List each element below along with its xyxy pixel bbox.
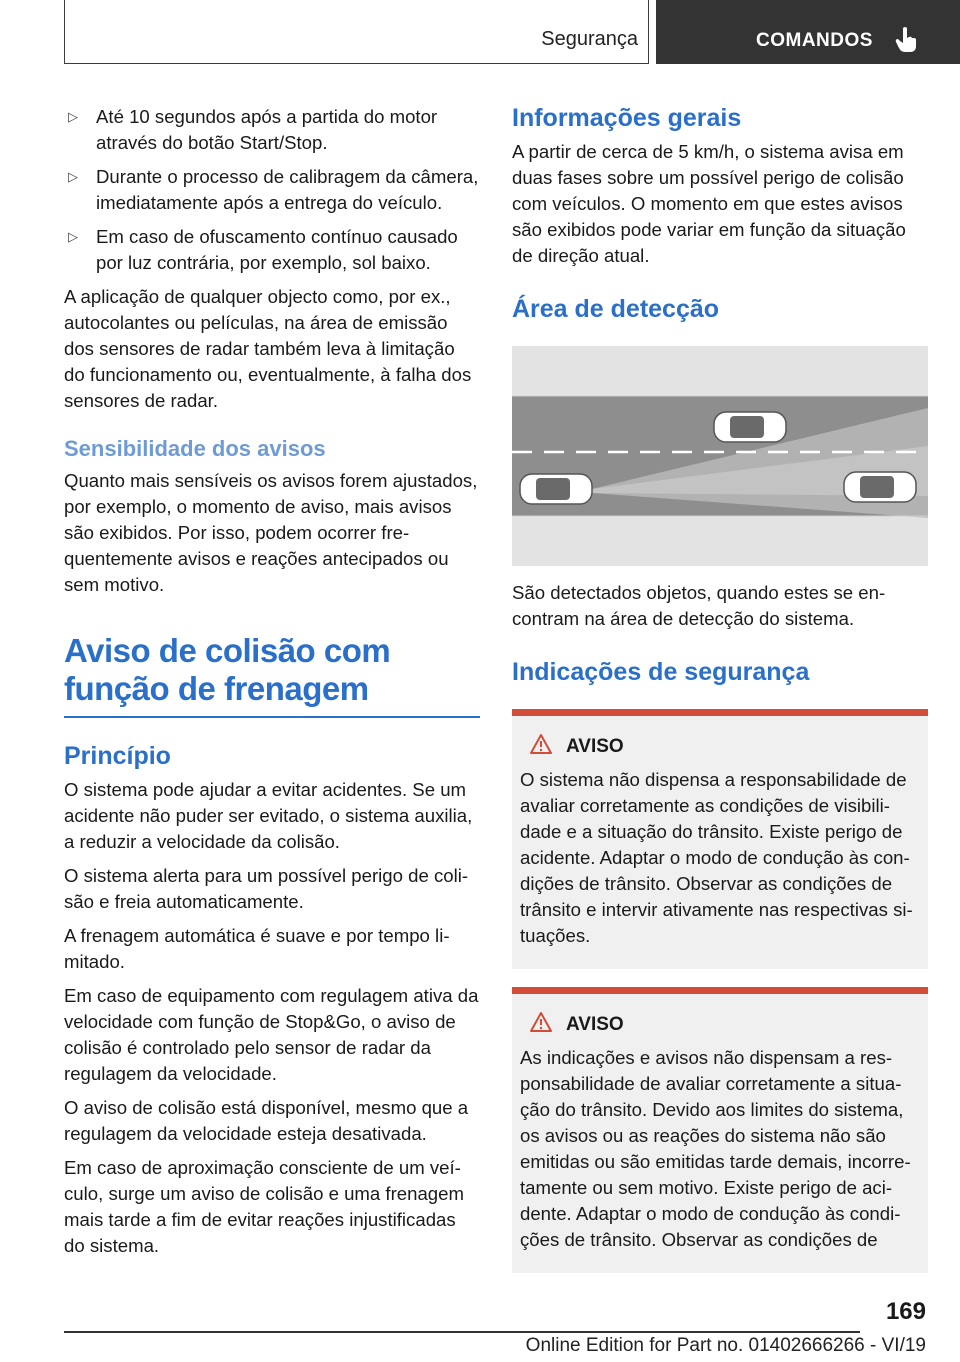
principle-paragraph: Em caso de aproximação consciente de um veículo, surge um aviso de colisão e uma frenagem mais tarde a fim de evitar reações injustificadas do sistema.	[64, 1156, 464, 1256]
car-target-upper	[714, 412, 786, 442]
car-target-lower	[844, 472, 916, 502]
warning-box	[512, 709, 928, 969]
left-column	[64, 104, 480, 1267]
principle-paragraph: A frenagem automática é suave e por tempo limitado.	[64, 924, 450, 972]
safety-heading: Indicações de segurança	[512, 658, 810, 686]
principle-paragraph: O sistema alerta para um possível perigo de colisão e freia automaticamente.	[64, 864, 469, 912]
condition-list	[64, 104, 480, 276]
warning-title: AVISO	[566, 1013, 624, 1035]
general-paragraph: A partir de cerca de 5 km/h, o sistema avisa em duas fases sobre um possível perigo de colisão com veículos. O momento em que estes avisos são exibidos pode variar em função da situação de direção atual.	[512, 141, 906, 266]
detection-caption: São detectados objetos, quando estes se encontram na área de detecção do sistema.	[512, 582, 886, 629]
car-front-left	[520, 474, 592, 504]
list-item: ▷ Durante o processo de calibragem da câmera, imediatamente após a entrega do veículo.	[68, 166, 479, 213]
page-number: 169	[885, 1298, 926, 1325]
sensitivity-paragraph: Quanto mais sensíveis os avisos forem ajustados, por exemplo, o momento de aviso, mais avisos são exibidos. Por isso, podem ocorrer frequentemente avisos e reações antecipados ou sem motivo.	[64, 470, 478, 595]
warning-triangle-icon	[530, 734, 552, 759]
footer-divider	[64, 1331, 860, 1333]
hand-pointer-icon	[894, 26, 920, 59]
warning-text: As indicações e avisos não dispensam a responsabilidade de avaliar corretamente a situação do trânsito. Devido aos limites do sistema, os avisos ou as reações do sistema não são emitidas ou são emitidas tarde demais, incorretamente ou sem motivo. Existe perigo de acidente. Adaptar o modo de condução às condições de trânsito. Observar as condições de	[520, 1047, 911, 1250]
principle-paragraph: O aviso de colisão está disponível, mesmo que a regulagem da velocidade esteja desativada.	[64, 1096, 469, 1144]
bullet-triangle-icon: ▷	[68, 229, 78, 244]
chapter-title: Aviso de colisão com função de frenagem	[64, 632, 391, 707]
bullet-triangle-icon: ▷	[68, 109, 78, 124]
chapter-divider	[64, 716, 480, 718]
principle-paragraph: Em caso de equipamento com regulagem ativa da velocidade com função de Stop&Go, o aviso de colisão é controlado pelo sensor de radar da regulagem da velocidade.	[64, 984, 479, 1084]
warning-text: O sistema não dispensa a responsabilidade de avaliar corretamente as condições de visibilidade e a situação do trânsito. Existe perigo de acidente. Adaptar o modo de condução às condições de trânsito. Observar as condições de trânsito e intervir ativamente nas respectivas situações.	[520, 769, 913, 946]
right-column	[512, 104, 928, 1287]
list-item: ▷ Em caso de ofuscamento contínuo causado por luz contrária, por exemplo, sol baixo.	[68, 226, 458, 273]
detection-heading: Área de detecção	[512, 295, 720, 323]
list-item: ▷ Até 10 segundos após a partida do motor através do botão Start/Stop.	[68, 106, 438, 153]
section-title: Segurança	[541, 28, 638, 50]
road-diagram	[512, 346, 928, 566]
chapter-tab-label: COMANDOS	[756, 30, 873, 51]
edition-note: Online Edition for Part no. 01402666266 - VI/19	[525, 1335, 926, 1356]
detection-area-illustration	[512, 346, 928, 566]
warning-triangle-icon	[530, 1012, 552, 1037]
application-paragraph: A aplicação de qualquer objecto como, por ex., autocolantes ou películas, na área de emissão dos sensores de radar também leva à limitação do funcionamento ou, eventualmente, à falha dos sensores de radar.	[64, 286, 472, 411]
general-heading: Informações gerais	[512, 104, 742, 132]
sensitivity-heading: Sensibilidade dos avisos	[64, 436, 326, 461]
warning-box	[512, 987, 928, 1273]
bullet-triangle-icon: ▷	[68, 169, 78, 184]
warning-title: AVISO	[566, 735, 624, 757]
principle-paragraph: O sistema pode ajudar a evitar acidentes. Se um acidente não puder ser evitado, o sistema auxilia, a reduzir a velocidade da colisão.	[64, 778, 473, 852]
chapter-tab	[656, 0, 960, 64]
principle-heading: Princípio	[64, 741, 171, 770]
